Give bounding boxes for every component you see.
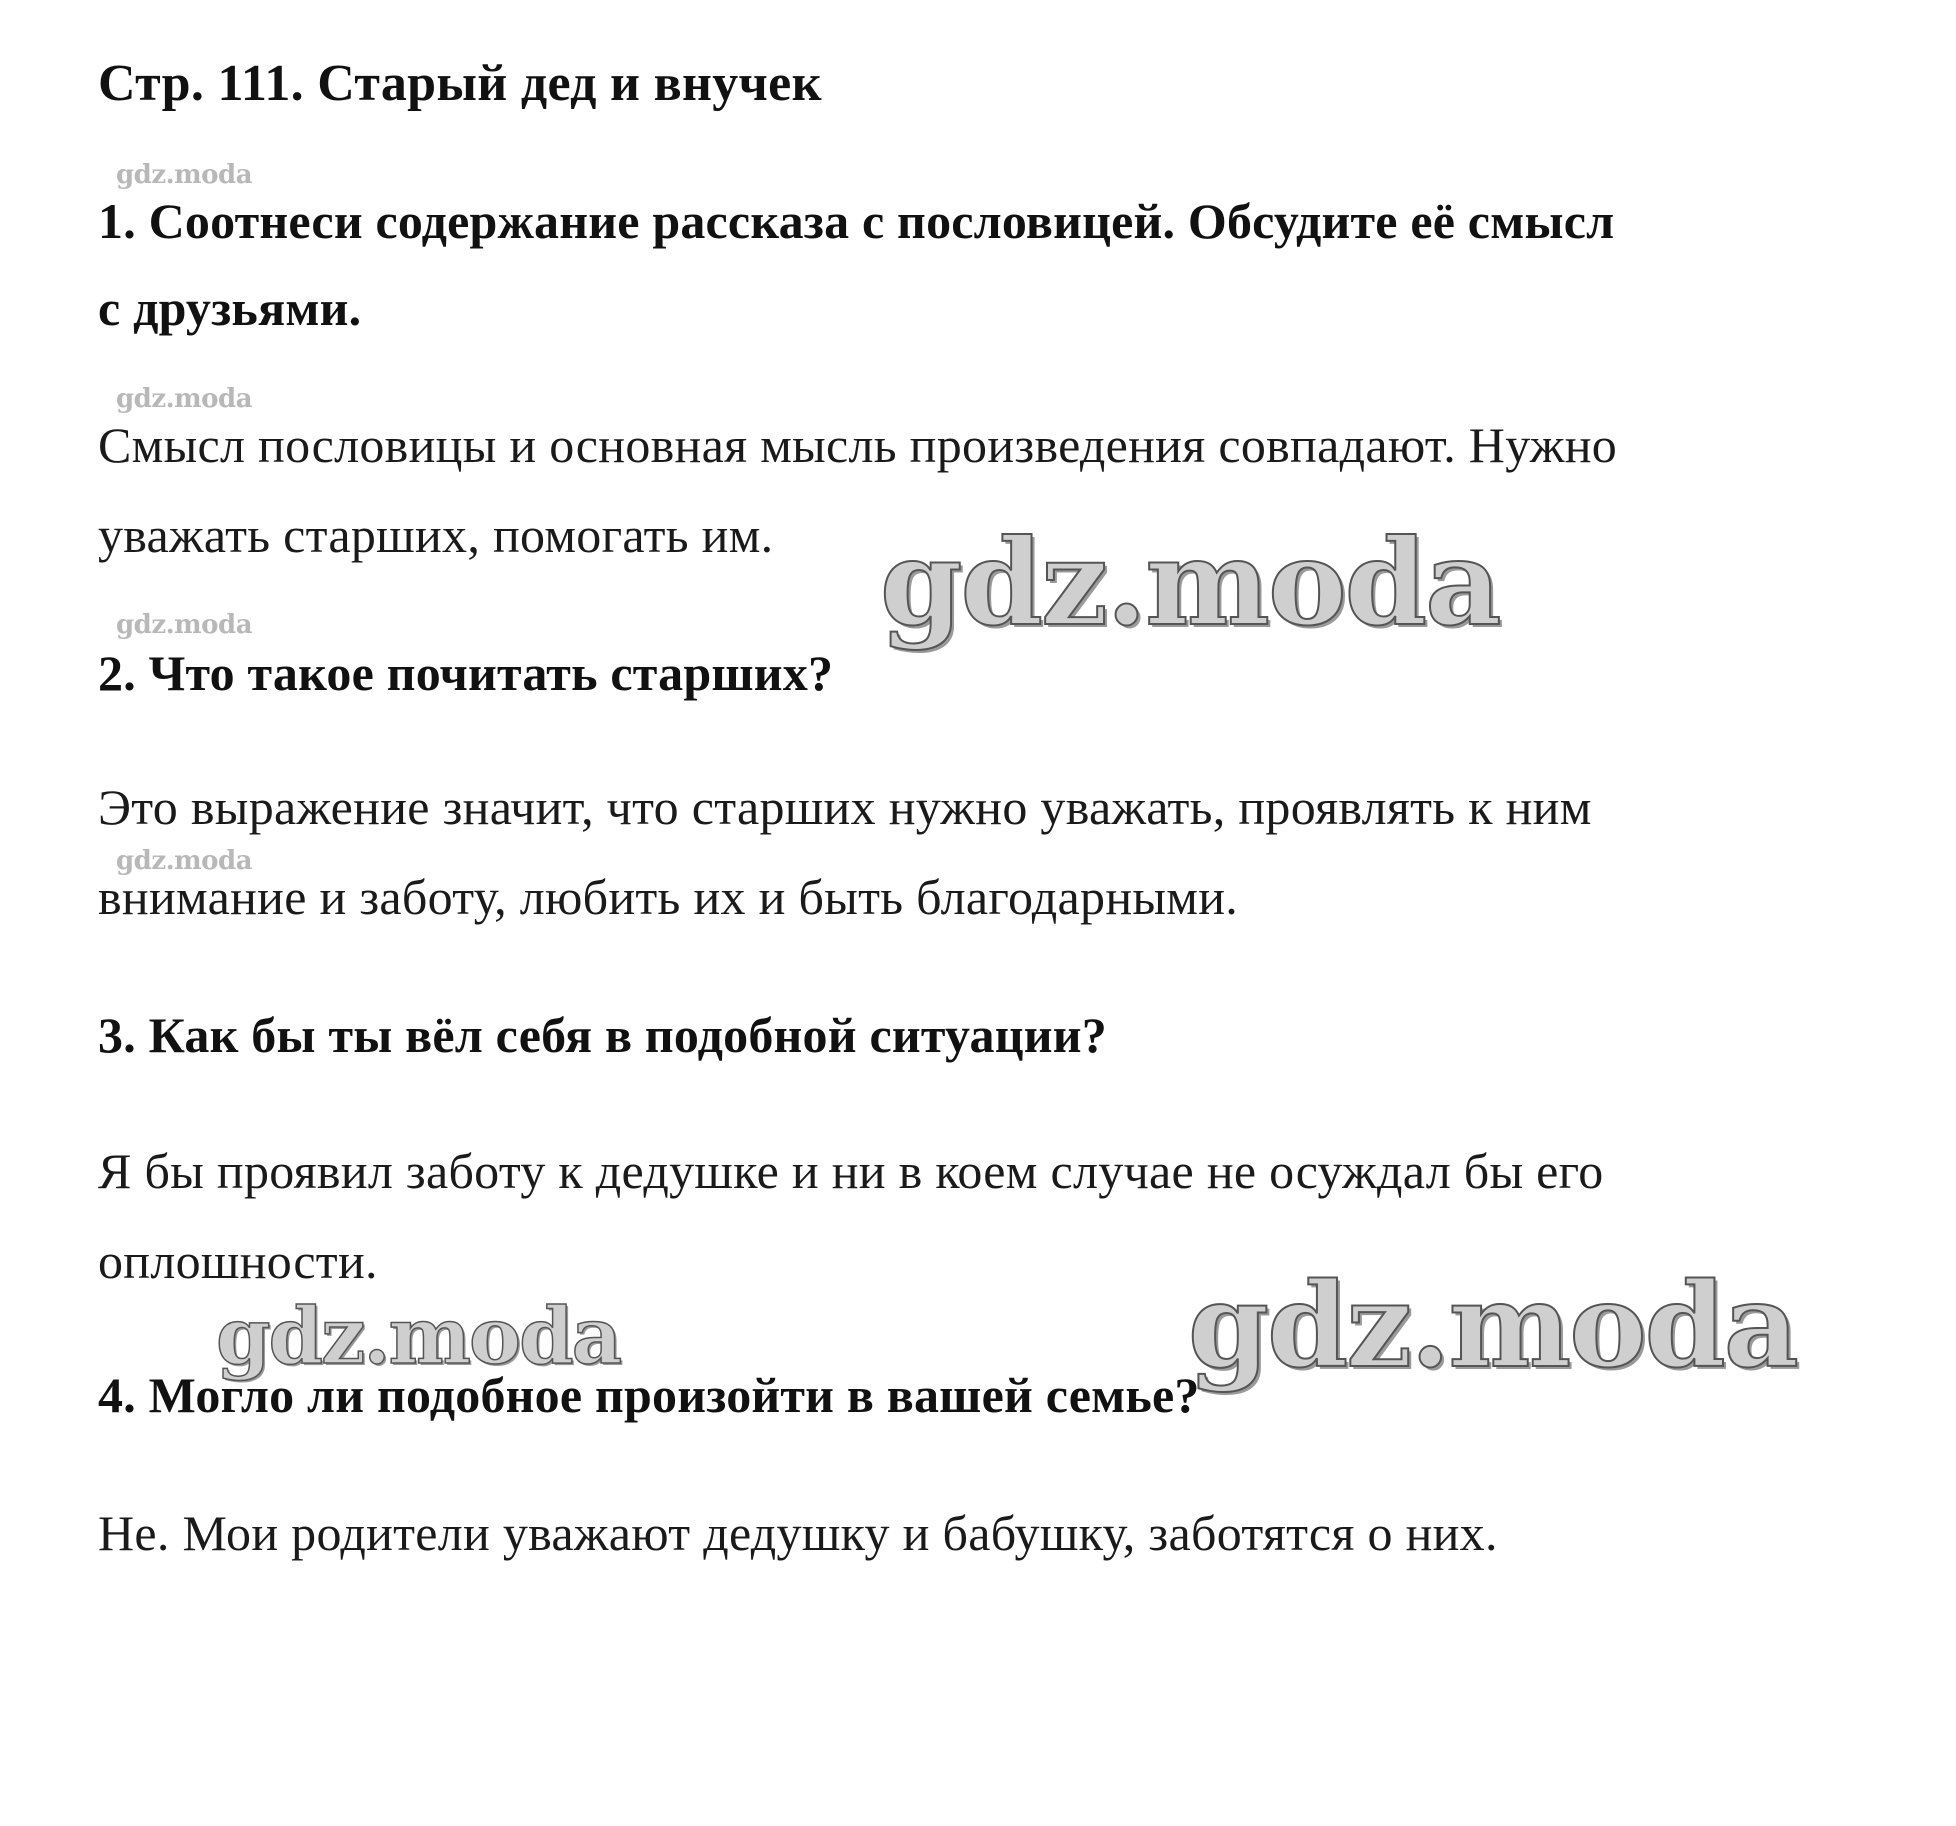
answer-2-line-2: внимание и заботу, любить их и быть благодарными. xyxy=(98,869,1239,925)
question-1-line-1: 1. Соотнеси содержание рассказа с пословицей. Обсудите её смысл xyxy=(98,193,1615,249)
answer-3-line-1: Я бы проявил заботу к дедушке и ни в коем случае не осуждал бы его xyxy=(98,1143,1604,1199)
watermark-large: gdz.moda xyxy=(1188,1258,1797,1394)
watermark-small: gdz.moda xyxy=(116,846,253,876)
answer-4: Не. Мои родители уважают дедушку и бабушку, заботятся о них. xyxy=(98,1505,1498,1561)
watermark-large: gdz.moda xyxy=(216,1291,621,1382)
question-4: 4. Могло ли подобное произойти в вашей семье? xyxy=(98,1367,1200,1423)
page-title: Стр. 111. Старый дед и внучек xyxy=(98,55,822,112)
question-1-line-2: с друзьями. xyxy=(98,280,362,336)
answer-2-line-1: Это выражение значит, что старших нужно уважать, проявлять к ним xyxy=(98,779,1592,835)
watermark-large: gdz.moda xyxy=(880,513,1500,652)
watermark-small: gdz.moda xyxy=(116,384,253,414)
answer-1-line-2: уважать старших, помогать им. xyxy=(98,507,774,563)
watermark-small: gdz.moda xyxy=(116,610,253,640)
answer-1-line-1: Смысл пословицы и основная мысль произведения совпадают. Нужно xyxy=(98,417,1618,473)
answer-3-line-2: оплошности. xyxy=(98,1233,378,1289)
watermark-small: gdz.moda xyxy=(116,160,253,190)
question-3: 3. Как бы ты вёл себя в подобной ситуации? xyxy=(98,1007,1107,1063)
question-2: 2. Что такое почитать старших? xyxy=(98,645,834,701)
